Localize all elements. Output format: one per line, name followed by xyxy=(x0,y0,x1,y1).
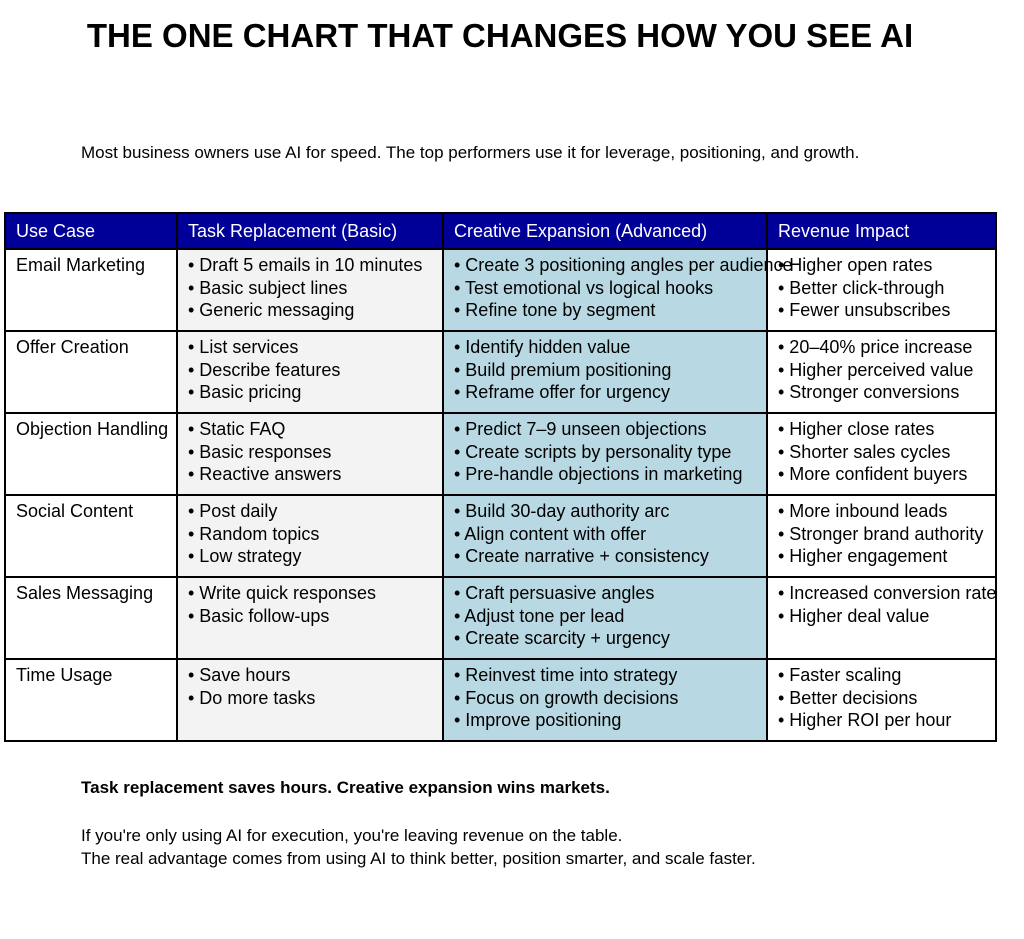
bullet-item: • Pre-handle objections in marketing xyxy=(454,464,743,484)
use-case-cell: Time Usage xyxy=(5,659,177,741)
bullet-item: • More confident buyers xyxy=(778,464,968,484)
header-revenue-impact: Revenue Impact xyxy=(767,213,996,249)
table-row xyxy=(5,495,996,577)
bullet-item: • Create 3 positioning angles per audience xyxy=(454,255,793,275)
creative-expansion-cell xyxy=(443,413,767,495)
bullet-item: • Basic subject lines xyxy=(188,277,348,298)
bullet-item: • Identify hidden value xyxy=(454,337,631,357)
task-replacement-cell xyxy=(177,413,443,495)
bullet-item: • Write quick responses xyxy=(188,583,377,603)
bullet-item: • Higher deal value xyxy=(778,605,930,626)
table-body xyxy=(5,249,996,741)
summary-headline: Task replacement saves hours. Creative expansion wins markets. xyxy=(81,778,610,797)
revenue-impact-cell xyxy=(767,249,996,331)
task-replacement-cell xyxy=(177,495,443,577)
bullet-item: • Build 30-day authority arc xyxy=(454,501,670,521)
bullet-item: • Reactive answers xyxy=(188,464,342,484)
bullet-item: • Craft persuasive angles xyxy=(454,583,655,603)
bullet-item: • Faster scaling xyxy=(778,665,902,685)
intro-text: Most business owners use AI for speed. The top performers use it for leverage, positioning, and growth. xyxy=(81,143,860,162)
bullet-item: • Draft 5 emails in 10 minutes xyxy=(188,255,423,275)
bullet-item: • Align content with offer xyxy=(454,523,647,544)
table-row xyxy=(5,331,996,413)
creative-expansion-cell xyxy=(443,659,767,741)
task-replacement-cell xyxy=(177,331,443,413)
bullet-item: • Focus on growth decisions xyxy=(454,687,679,708)
revenue-impact-cell xyxy=(767,413,996,495)
comparison-table xyxy=(4,212,997,742)
bullet-item: • Test emotional vs logical hooks xyxy=(454,277,714,298)
revenue-impact-cell xyxy=(767,495,996,577)
creative-expansion-cell xyxy=(443,331,767,413)
revenue-impact-cell xyxy=(767,577,996,659)
bullet-item: • Random topics xyxy=(188,523,320,544)
use-case-cell: Social Content xyxy=(5,495,177,577)
bullet-item: • List services xyxy=(188,337,299,357)
bullet-item: • Better click-through xyxy=(778,277,945,298)
bullet-item: • Adjust tone per lead xyxy=(454,605,625,626)
bullet-item: • Create scarcity + urgency xyxy=(454,628,670,648)
summary-line: The real advantage comes from using AI to think better, position smarter, and scale faster. xyxy=(81,849,756,868)
bullet-item: • Create narrative + consistency xyxy=(454,546,709,566)
bullet-item: • Shorter sales cycles xyxy=(778,441,951,462)
revenue-impact-cell xyxy=(767,331,996,413)
bullet-item: • More inbound leads xyxy=(778,501,948,521)
bullet-item: • Refine tone by segment xyxy=(454,300,656,320)
bullet-item: • Stronger conversions xyxy=(778,382,960,402)
bullet-item: • Fewer unsubscribes xyxy=(778,300,951,320)
summary-line: If you're only using AI for execution, you're leaving revenue on the table. xyxy=(81,826,623,845)
summary-paragraph xyxy=(81,824,756,870)
task-replacement-cell xyxy=(177,249,443,331)
revenue-impact-cell xyxy=(767,659,996,741)
use-case-cell: Objection Handling xyxy=(5,413,177,495)
table-row xyxy=(5,659,996,741)
use-case-cell: Offer Creation xyxy=(5,331,177,413)
bullet-item: • Predict 7–9 unseen objections xyxy=(454,419,707,439)
bullet-item: • Save hours xyxy=(188,665,291,685)
creative-expansion-cell xyxy=(443,495,767,577)
bullet-item: • Reinvest time into strategy xyxy=(454,665,678,685)
bullet-item: • Generic messaging xyxy=(188,300,355,320)
bullet-item: • Reframe offer for urgency xyxy=(454,382,671,402)
header-task-replacement: Task Replacement (Basic) xyxy=(177,213,443,249)
bullet-item: • Static FAQ xyxy=(188,419,286,439)
table-header-row xyxy=(5,213,996,249)
bullet-item: • Do more tasks xyxy=(188,687,316,708)
creative-expansion-cell xyxy=(443,249,793,331)
bullet-item: • Stronger brand authority xyxy=(778,523,984,544)
bullet-item: • Basic pricing xyxy=(188,382,302,402)
bullet-item: • Better decisions xyxy=(778,687,918,708)
bullet-item: • Create scripts by personality type xyxy=(454,441,732,462)
table-row xyxy=(5,577,996,659)
use-case-cell: Sales Messaging xyxy=(5,577,177,659)
header-creative-expansion: Creative Expansion (Advanced) xyxy=(443,213,767,249)
task-replacement-cell xyxy=(177,659,443,741)
bullet-item: • Low strategy xyxy=(188,546,302,566)
bullet-item: • Build premium positioning xyxy=(454,359,672,380)
table-row xyxy=(5,413,996,495)
bullet-item: • Higher ROI per hour xyxy=(778,710,952,730)
header-use-case: Use Case xyxy=(5,213,177,249)
bullet-item: • Basic follow-ups xyxy=(188,605,330,626)
table-row xyxy=(5,249,996,331)
bullet-item: • Higher perceived value xyxy=(778,359,974,380)
bullet-item: • Higher open rates xyxy=(778,255,933,275)
use-case-cell: Email Marketing xyxy=(5,249,177,331)
bullet-item: • 20–40% price increase xyxy=(778,337,973,357)
bullet-item: • Describe features xyxy=(188,359,341,380)
creative-expansion-cell xyxy=(443,577,767,659)
bullet-item: • Increased conversion rate xyxy=(778,583,997,603)
bullet-item: • Higher engagement xyxy=(778,546,948,566)
task-replacement-cell xyxy=(177,577,443,659)
bullet-item: • Post daily xyxy=(188,501,278,521)
bullet-item: • Higher close rates xyxy=(778,419,935,439)
bullet-item: • Basic responses xyxy=(188,441,332,462)
bullet-item: • Improve positioning xyxy=(454,710,622,730)
page-title: THE ONE CHART THAT CHANGES HOW YOU SEE AI xyxy=(86,17,914,54)
